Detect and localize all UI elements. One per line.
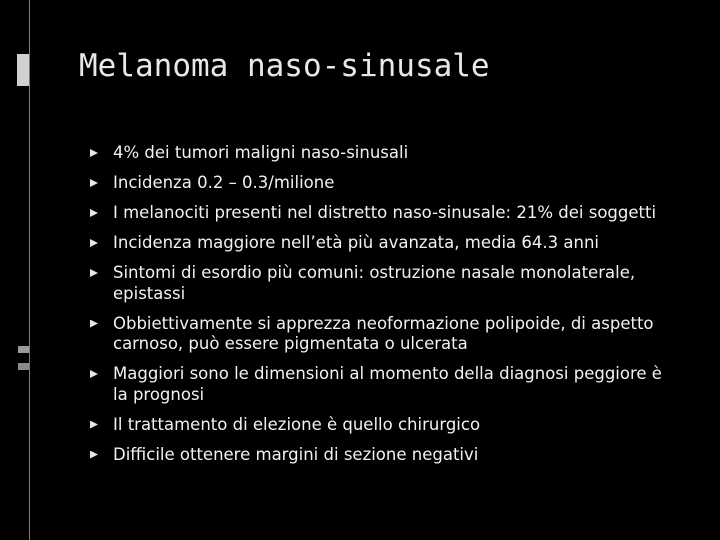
- bullet-text: Maggiori sono le dimensioni al momento della diagnosi peggiore è la prognosi: [113, 364, 662, 404]
- triangle-bullet-icon: [90, 421, 98, 429]
- bullet-item: [90, 263, 680, 304]
- bullet-text: Incidenza maggiore nell’età più avanzata, media 64.3 anni: [113, 233, 599, 252]
- triangle-bullet-icon: [90, 149, 98, 157]
- triangle-bullet-icon: [90, 451, 98, 459]
- triangle-bullet-icon: [90, 209, 98, 217]
- bullet-item: [90, 314, 680, 355]
- triangle-bullet-icon: [90, 179, 98, 187]
- bullet-text: Difficile ottenere margini di sezione negativi: [113, 444, 479, 464]
- bullet-item: [90, 143, 680, 164]
- bullet-item: [90, 203, 680, 224]
- triangle-bullet-icon: [90, 239, 98, 247]
- bullet-text: Il trattamento di elezione è quello chirurgico: [113, 414, 481, 434]
- slide-title: Melanoma naso-sinusale: [79, 48, 490, 84]
- bullet-item: [90, 173, 680, 194]
- bullet-text: Sintomi di esordio più comuni: ostruzione nasale monolaterale, epistassi: [113, 263, 636, 303]
- bullet-item: [90, 415, 680, 436]
- triangle-bullet-icon: [90, 320, 98, 328]
- bullet-text: 4% dei tumori maligni naso-sinusali: [113, 143, 409, 162]
- bullet-item: [90, 233, 680, 254]
- bullet-text: Incidenza 0.2 – 0.3/milione: [113, 173, 335, 192]
- accent-block-small-1: [18, 346, 29, 353]
- bullet-item: [90, 364, 680, 405]
- triangle-bullet-icon: [90, 370, 98, 378]
- bullet-text: Obbiettivamente si apprezza neoformazione polipoide, di aspetto carnoso, può essere pigmentata o ulcerata: [113, 313, 654, 353]
- left-vertical-rule: [29, 0, 30, 540]
- accent-block-small-2: [18, 363, 29, 370]
- bullet-text: I melanociti presenti nel distretto naso-sinusale: 21% dei soggetti: [113, 203, 657, 222]
- title-accent-block: [17, 54, 29, 86]
- triangle-bullet-icon: [90, 269, 98, 277]
- bullet-item: [90, 445, 680, 466]
- bullet-list: [90, 143, 680, 475]
